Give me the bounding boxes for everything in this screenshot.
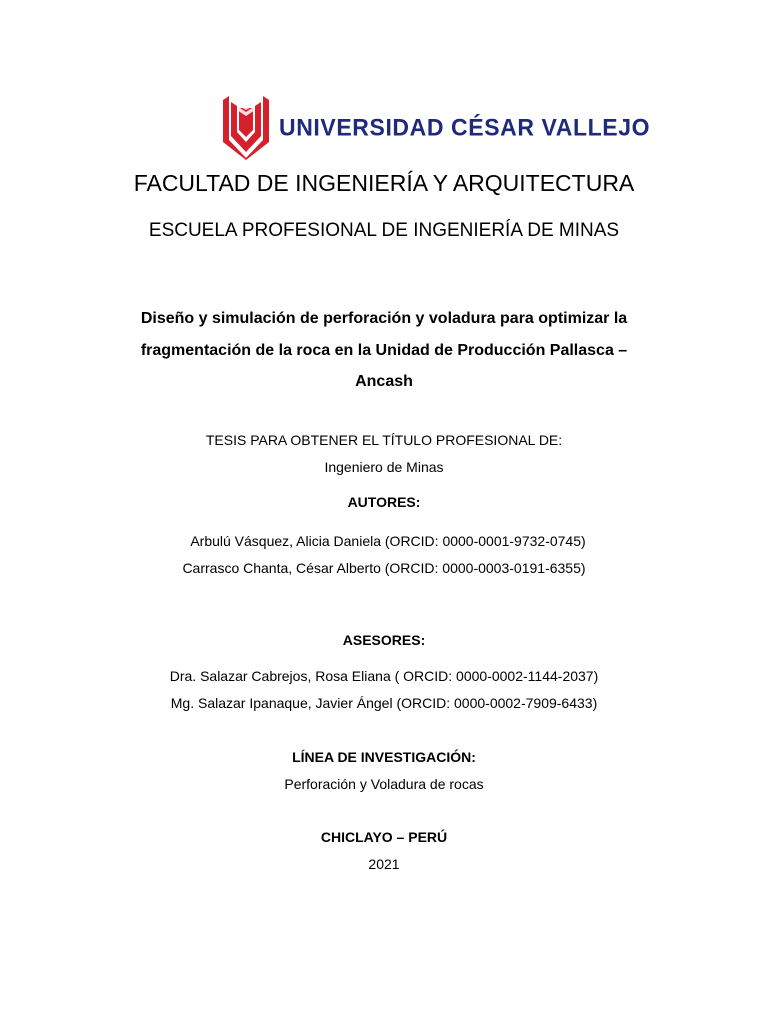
year: 2021 bbox=[368, 856, 400, 872]
thesis-title bbox=[0, 303, 768, 398]
thesis-title-line: Ancash bbox=[355, 373, 413, 390]
thesis-title-line: Diseño y simulación de perforación y voladura para optimizar la bbox=[140, 310, 628, 327]
degree-label: TESIS PARA OBTENER EL TÍTULO PROFESIONAL DE: bbox=[205, 432, 563, 448]
location: CHICLAYO – PERÚ bbox=[320, 829, 448, 845]
advisors-heading: ASESORES: bbox=[342, 632, 426, 648]
school-heading: ESCUELA PROFESIONAL DE INGENIERÍA DE MINAS bbox=[148, 220, 620, 241]
advisor-entry: Mg. Salazar Ipanaque, Javier Ángel (ORCID: 0000-0002-7909-6433) bbox=[170, 695, 598, 711]
thesis-title-line: fragmentación de la roca en la Unidad de Producción Pallasca – bbox=[140, 341, 628, 359]
faculty-heading: FACULTAD DE INGENIERÍA Y ARQUITECTURA bbox=[133, 170, 635, 196]
university-logo bbox=[223, 94, 650, 160]
advisor-entry: Dra. Salazar Cabrejos, Rosa Eliana ( ORCID: 0000-0002-1144-2037) bbox=[169, 668, 599, 684]
author-entry: Arbulú Vásquez, Alicia Daniela (ORCID: 0000-0001-9732-0745) bbox=[190, 533, 586, 549]
research-line-value: Perforación y Voladura de rocas bbox=[284, 776, 484, 792]
authors-heading: AUTORES: bbox=[347, 494, 421, 510]
author-entry: Carrasco Chanta, César Alberto (ORCID: 0000-0003-0191-6355) bbox=[182, 560, 586, 576]
degree-value: Ingeniero de Minas bbox=[324, 459, 444, 475]
ucv-shield-icon bbox=[223, 94, 269, 160]
research-line-heading: LÍNEA DE INVESTIGACIÓN: bbox=[292, 749, 476, 765]
university-name: UNIVERSIDAD CÉSAR VALLEJO bbox=[279, 112, 651, 141]
